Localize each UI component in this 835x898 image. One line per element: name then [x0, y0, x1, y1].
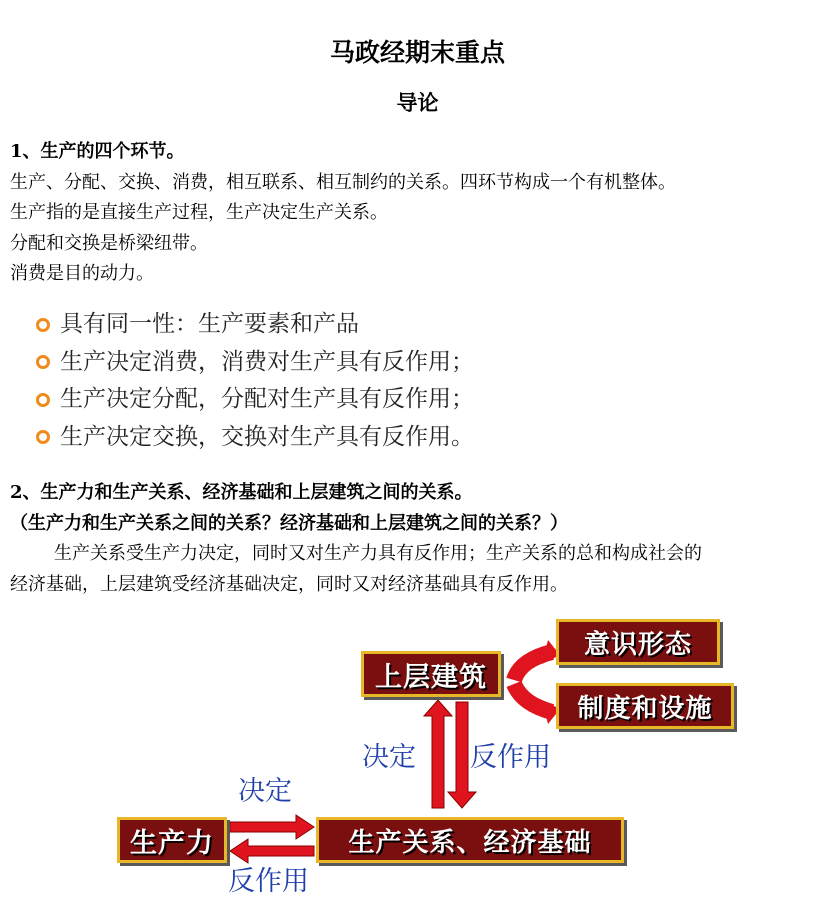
- react-left-arrow: [230, 839, 314, 863]
- section2-paragraph-line-2: 经济基础，上层建筑受经济基础决定，同时又对经济基础具有反作用。: [10, 573, 568, 595]
- decide-right-arrow: [230, 815, 314, 839]
- ideology-box: 意识形态: [556, 619, 720, 665]
- section-subtitle: 导论: [396, 91, 439, 115]
- react-horizontal-label: 反作用: [228, 866, 309, 897]
- superstructure-box: 上层建筑: [361, 651, 501, 697]
- section1-line-4: 消费是目的动力。: [10, 263, 154, 284]
- section2-heading: 2、生产力和生产关系、经济基础和上层建筑之间的关系。: [10, 482, 473, 503]
- productive-forces-box: 生产力: [117, 817, 227, 863]
- page-title: 马政经期末重点: [329, 38, 505, 67]
- decide-horizontal-label: 决定: [238, 776, 292, 807]
- decide-vertical-label: 决定: [362, 742, 416, 773]
- bullet-text: 生产决定消费，消费对生产具有反作用；: [60, 348, 474, 375]
- section1-line-3: 分配和交换是桥梁纽带。: [10, 232, 208, 254]
- bullet-text: 生产决定分配，分配对生产具有反作用；: [60, 386, 474, 412]
- institutions-box: 制度和设施: [556, 683, 734, 729]
- section2-paragraph-line-1: 生产关系受生产力决定，同时又对生产力具有反作用；生产关系的总和构成社会的: [54, 543, 702, 564]
- section2-question: （生产力和生产关系之间的关系？经济基础和上层建筑之间的关系？）: [10, 512, 568, 534]
- relations-base-box: 生产关系、经济基础: [316, 817, 624, 863]
- react-vertical-label: 反作用: [470, 742, 551, 773]
- section1-line-2: 生产指的是直接生产过程，生产决定生产关系。: [10, 202, 388, 223]
- bullet-text: 生产决定交换，交换对生产具有反作用。: [60, 423, 474, 450]
- bullet-text: 具有同一性：生产要素和产品: [60, 311, 359, 337]
- section1-line-1: 生产、分配、交换、消费，相互联系、相互制约的关系。四环节构成一个有机整体。: [10, 171, 676, 193]
- section1-heading: 1、生产的四个环节。: [10, 141, 185, 162]
